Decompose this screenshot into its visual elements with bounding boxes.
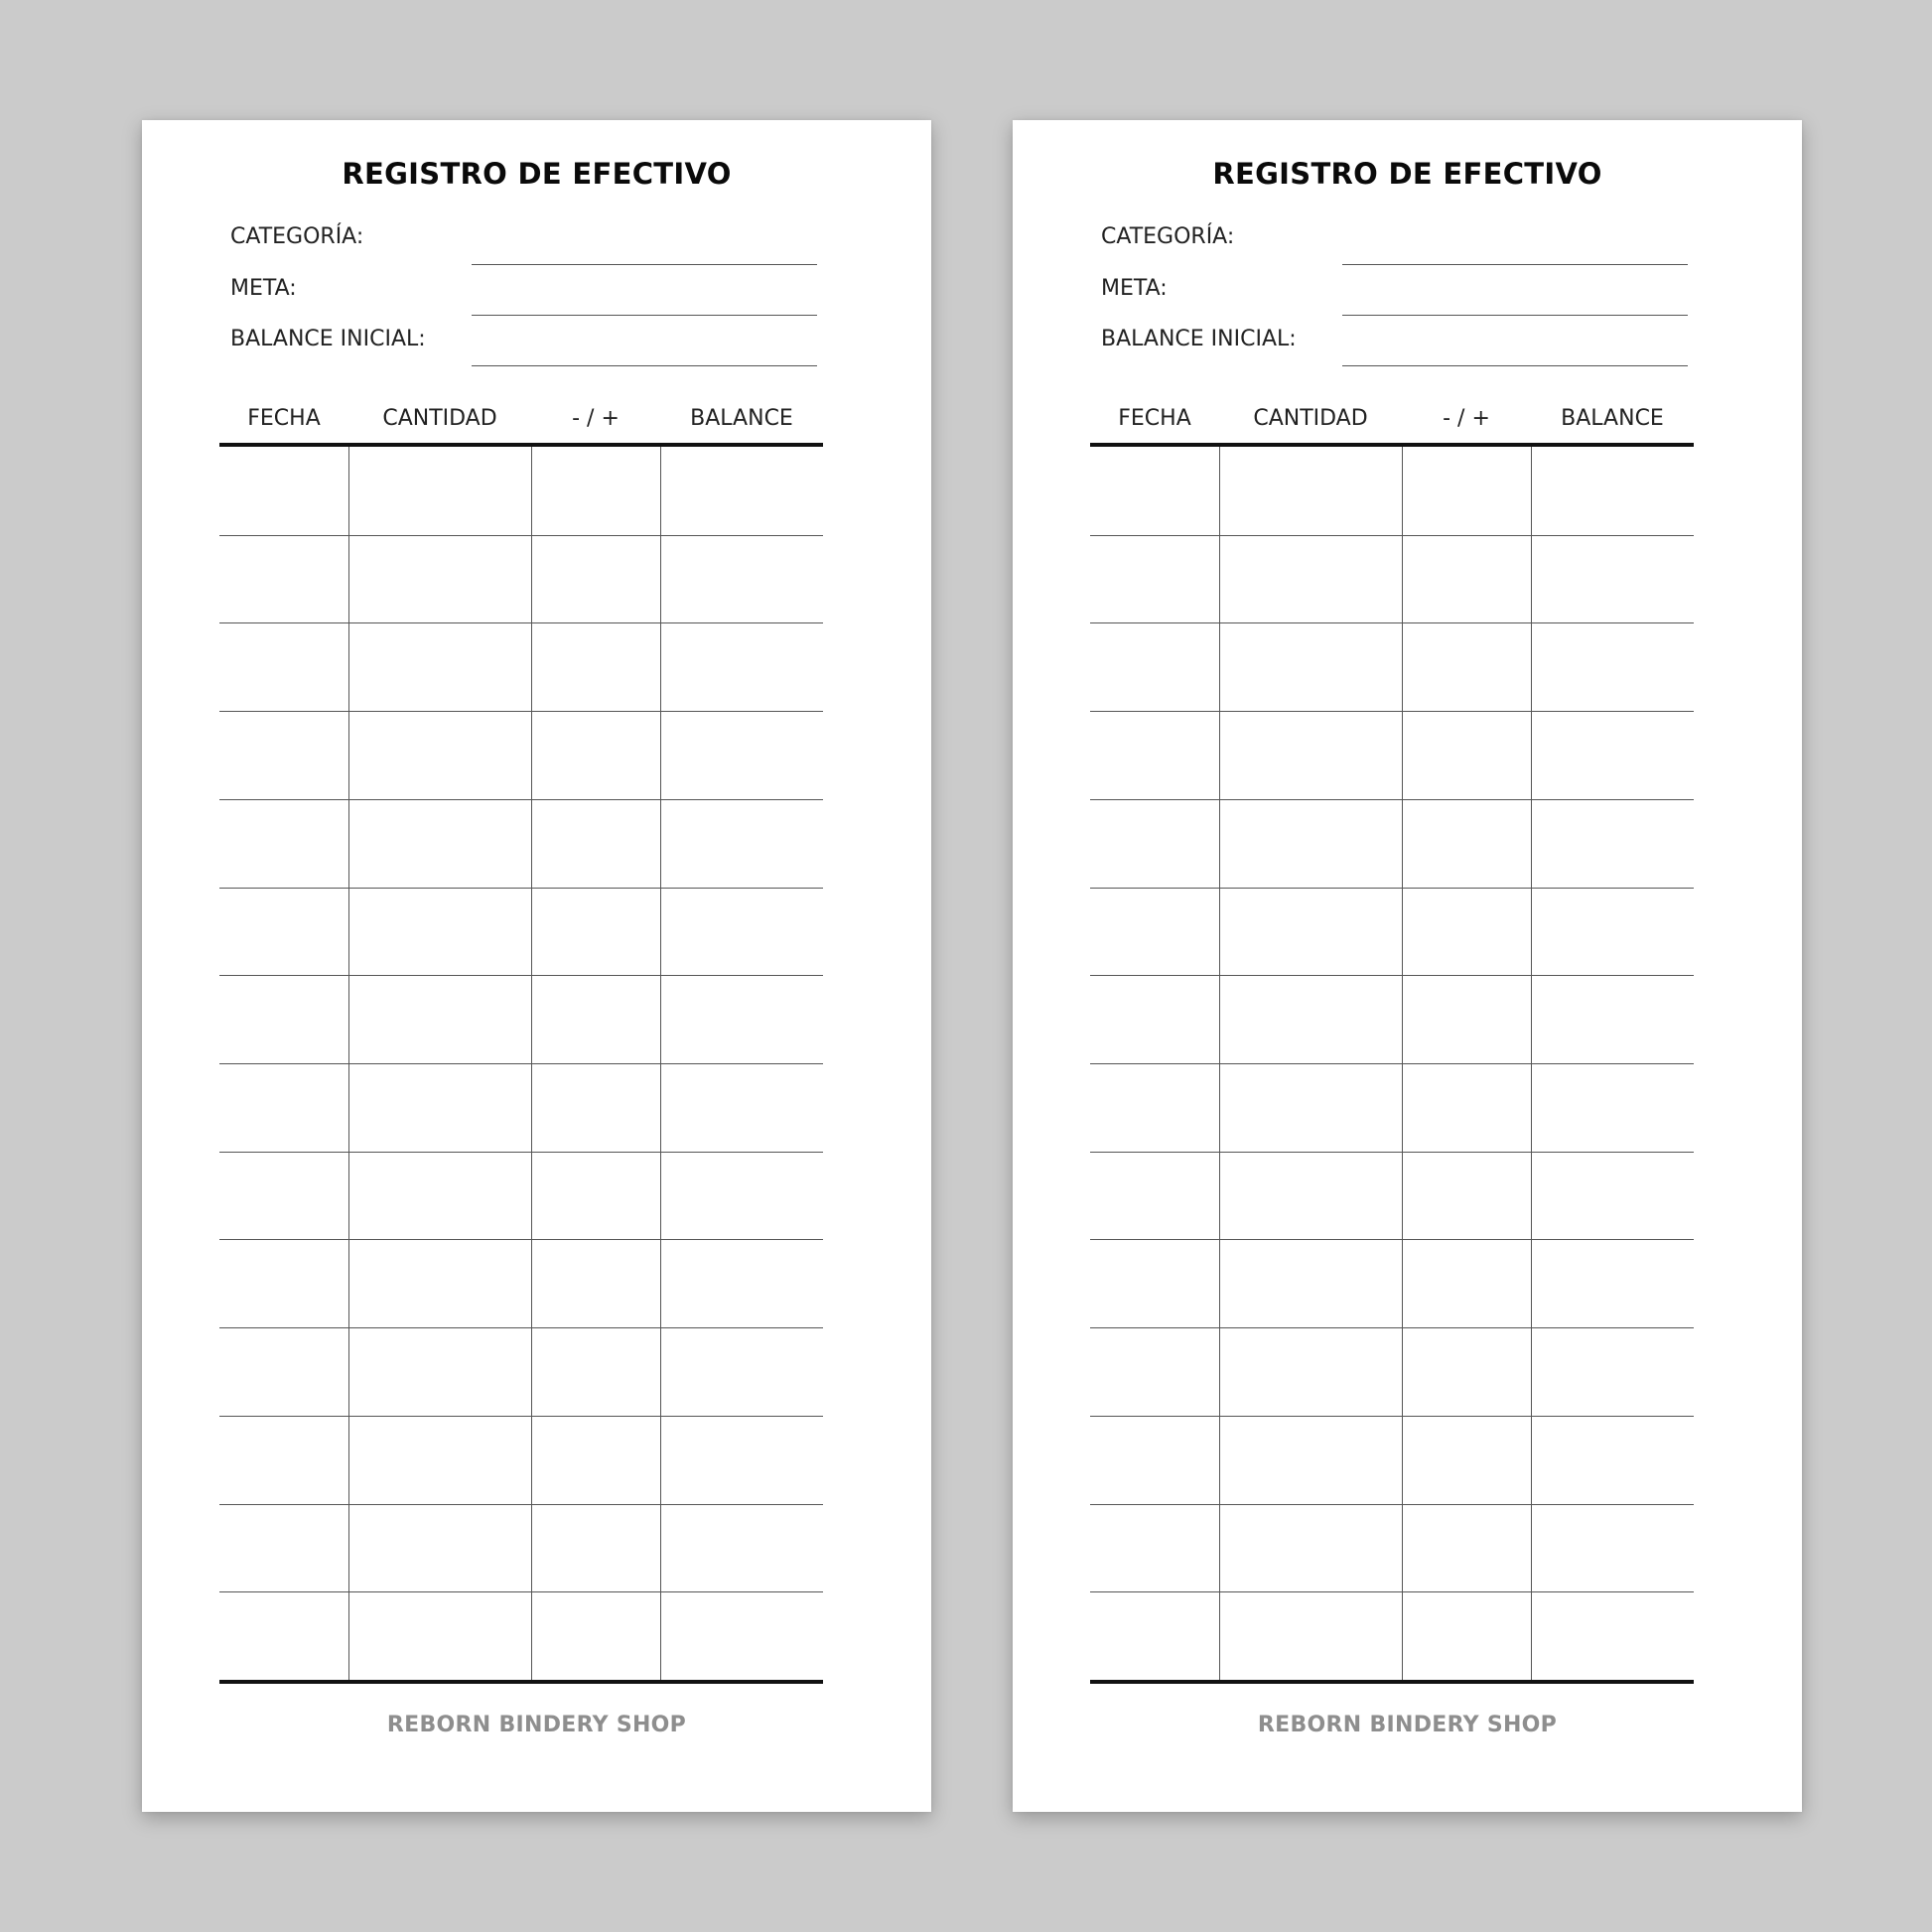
row-divider — [1090, 711, 1694, 712]
ledger-grid[interactable] — [219, 443, 823, 1684]
row-divider — [1090, 1591, 1694, 1592]
table-header — [219, 406, 823, 440]
row-divider — [1090, 1327, 1694, 1328]
row-divider — [219, 1416, 823, 1417]
row-divider — [1090, 1152, 1694, 1153]
meta-label: META: — [230, 276, 297, 301]
cash-log-sheet-right — [1013, 120, 1802, 1812]
row-divider — [1090, 1416, 1694, 1417]
categoria-field-line[interactable] — [472, 264, 817, 265]
balance-inicial-field-line[interactable] — [472, 365, 817, 366]
categoria-field-line[interactable] — [1342, 264, 1688, 265]
column-header-cantidad: CANTIDAD — [1253, 406, 1368, 431]
column-divider — [660, 447, 661, 1680]
sheet-title: REGISTRO DE EFECTIVO — [342, 157, 732, 191]
column-header-sign: - / + — [572, 406, 620, 431]
column-header-sign: - / + — [1443, 406, 1490, 431]
column-divider — [531, 447, 532, 1680]
balance-inicial-label: BALANCE INICIAL: — [1101, 327, 1297, 351]
row-divider — [1090, 1504, 1694, 1505]
row-divider — [219, 535, 823, 536]
row-divider — [219, 622, 823, 623]
column-header-balance: BALANCE — [1561, 406, 1664, 431]
row-divider — [1090, 535, 1694, 536]
row-divider — [1090, 1239, 1694, 1240]
column-header-fecha: FECHA — [247, 406, 321, 431]
row-divider — [219, 1063, 823, 1064]
brand-footer: REBORN BINDERY SHOP — [386, 1713, 687, 1737]
column-divider — [1219, 447, 1220, 1680]
row-divider — [219, 888, 823, 889]
brand-footer: REBORN BINDERY SHOP — [1257, 1713, 1558, 1737]
row-divider — [1090, 975, 1694, 976]
row-divider — [1090, 799, 1694, 800]
column-header-balance: BALANCE — [690, 406, 793, 431]
row-divider — [219, 1152, 823, 1153]
sheet-title: REGISTRO DE EFECTIVO — [1212, 157, 1602, 191]
balance-inicial-field-line[interactable] — [1342, 365, 1688, 366]
meta-field-line[interactable] — [1342, 315, 1688, 316]
categoria-label: CATEGORÍA: — [230, 224, 364, 249]
column-divider — [1402, 447, 1403, 1680]
row-divider — [1090, 1063, 1694, 1064]
column-header-cantidad: CANTIDAD — [382, 406, 497, 431]
table-header — [1090, 406, 1694, 440]
ledger-grid[interactable] — [1090, 443, 1694, 1684]
column-divider — [1531, 447, 1532, 1680]
row-divider — [1090, 888, 1694, 889]
row-divider — [219, 799, 823, 800]
categoria-label: CATEGORÍA: — [1101, 224, 1235, 249]
meta-label: META: — [1101, 276, 1168, 301]
row-divider — [219, 1591, 823, 1592]
row-divider — [219, 1327, 823, 1328]
row-divider — [1090, 622, 1694, 623]
balance-inicial-label: BALANCE INICIAL: — [230, 327, 426, 351]
column-header-fecha: FECHA — [1118, 406, 1191, 431]
row-divider — [219, 1239, 823, 1240]
row-divider — [219, 975, 823, 976]
row-divider — [219, 711, 823, 712]
cash-log-sheet-left — [142, 120, 931, 1812]
column-divider — [348, 447, 349, 1680]
meta-field-line[interactable] — [472, 315, 817, 316]
row-divider — [219, 1504, 823, 1505]
